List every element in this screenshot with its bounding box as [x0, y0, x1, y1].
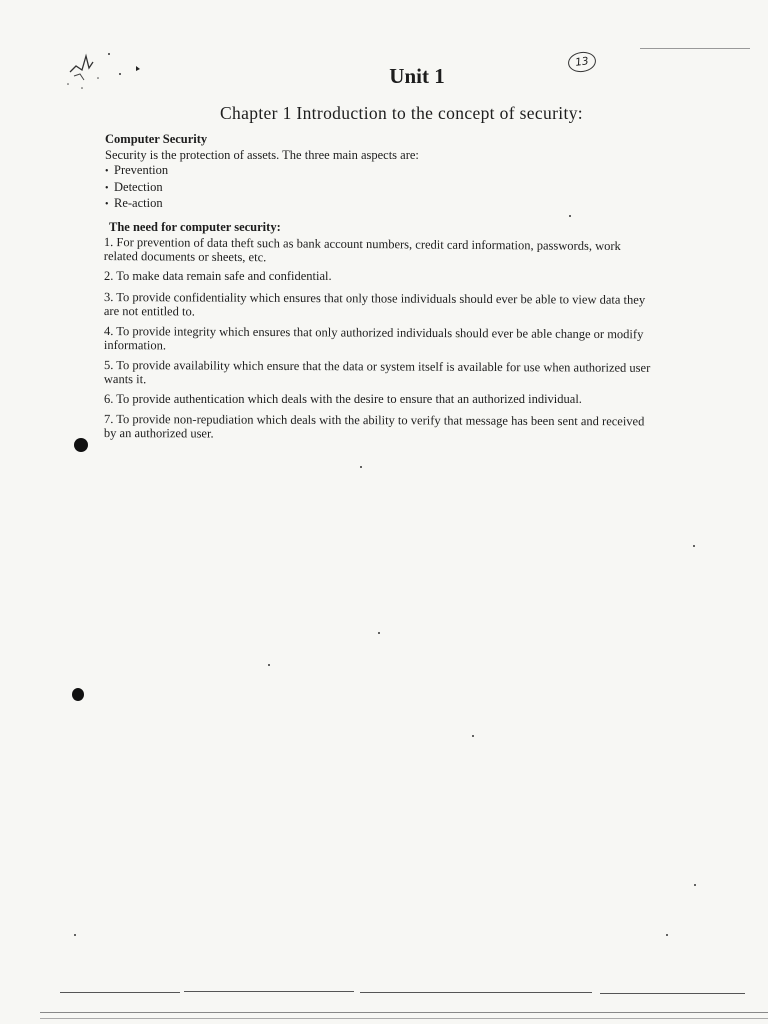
- scan-edge-line: [360, 992, 592, 993]
- need-point-line: by an authorized user.: [103, 425, 214, 440]
- need-for-security-heading: The need for computer security:: [109, 220, 281, 234]
- need-point-line: 1. For prevention of data theft such as bank account numbers, credit card information, passwords, work: [103, 235, 621, 254]
- need-for-security-list: [104, 236, 744, 447]
- need-point: [104, 359, 744, 389]
- scan-speck: [360, 466, 362, 468]
- need-point: [104, 291, 744, 321]
- need-point-line: information.: [103, 336, 167, 352]
- scan-speck: [378, 632, 380, 634]
- computer-security-heading: Computer Security: [105, 132, 208, 146]
- need-point: [104, 413, 744, 443]
- scan-speck: [472, 735, 474, 737]
- scan-speck: [693, 545, 695, 547]
- aspect-item: [105, 196, 168, 213]
- need-point: [104, 236, 744, 268]
- scan-edge-line: [40, 1012, 768, 1013]
- scan-edge-line: [600, 993, 745, 994]
- need-point-line: 4. To provide integrity which ensures that only authorized individuals should ever be able change or modify: [103, 323, 644, 341]
- need-point: [104, 270, 744, 284]
- scan-speck: [74, 934, 76, 936]
- need-point-line: 7. To provide non-repudiation which deals with the ability to verify that message has been sent and received: [103, 412, 645, 429]
- scan-speck: [569, 215, 571, 217]
- aspect-label: Re-action: [114, 196, 163, 210]
- scan-speck: [666, 934, 668, 936]
- punch-hole-top: [74, 438, 88, 452]
- need-point-line: 6. To provide authentication which deals with the desire to ensure that an authorized individual.: [104, 391, 582, 406]
- scan-speck: [268, 664, 270, 666]
- security-aspects-list: [105, 163, 168, 213]
- need-point-line: 5. To provide availability which ensure that the data or system itself is available for use when authorized user: [103, 357, 651, 375]
- aspect-label: Detection: [114, 179, 163, 194]
- aspect-label: Prevention: [114, 163, 169, 177]
- scan-edge-line: [640, 48, 750, 49]
- need-point-line: 3. To provide confidentiality which ensures that only those individuals should ever be able to view data they: [103, 289, 646, 307]
- need-point-line: wants it.: [103, 370, 147, 386]
- page-number-circle: 13: [567, 50, 598, 74]
- need-point: [104, 393, 744, 407]
- need-point-line: 2. To make data remain safe and confidential.: [104, 269, 332, 283]
- security-intro-text: Security is the protection of assets. The three main aspects are:: [105, 148, 419, 162]
- aspect-item: [105, 163, 168, 180]
- chapter-title: Chapter 1 Introduction to the concept of security:: [220, 103, 584, 123]
- aspect-item: [105, 180, 168, 197]
- scan-edge-line: [184, 991, 354, 992]
- scan-edge-line: [40, 1018, 768, 1019]
- need-point-line: related documents or sheets, etc.: [103, 248, 267, 264]
- scan-edge-line: [60, 992, 180, 993]
- scan-speck: [694, 884, 696, 886]
- punch-hole-bottom: [72, 688, 84, 701]
- need-point-line: are not entitled to.: [103, 302, 195, 318]
- unit-title: Unit 1: [389, 64, 445, 88]
- need-point: [104, 325, 744, 356]
